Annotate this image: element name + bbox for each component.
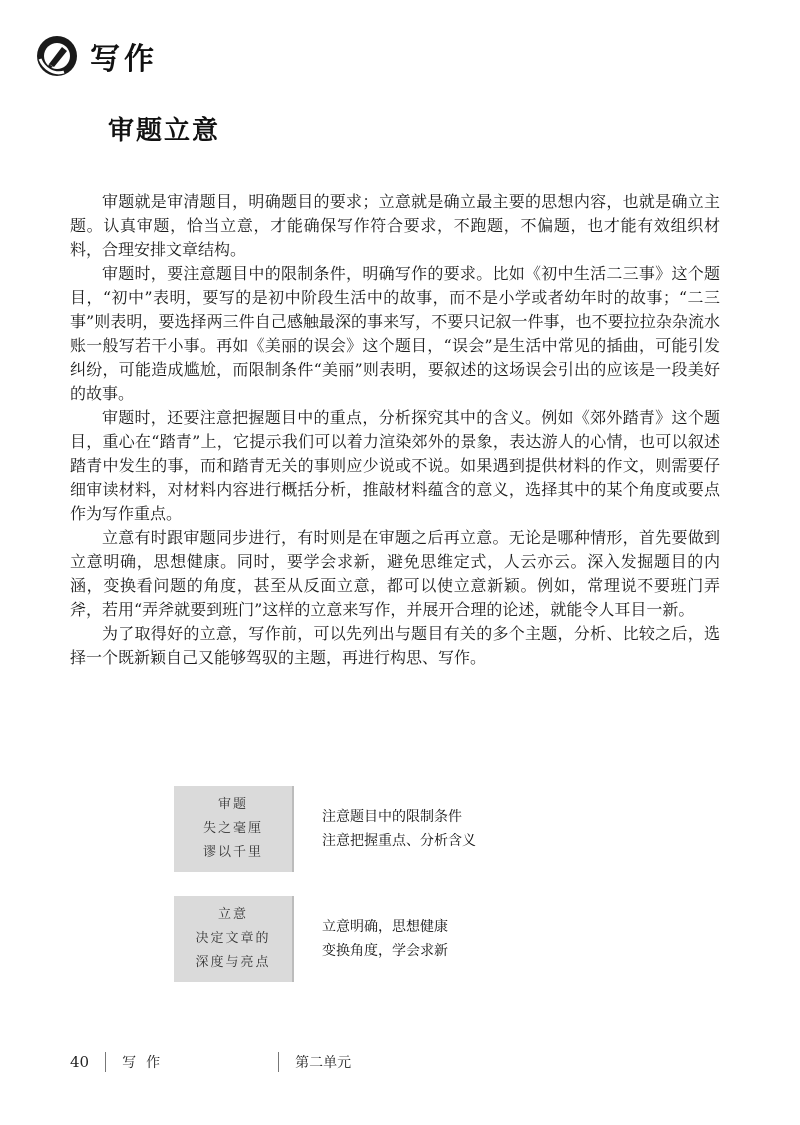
- summary-box-line: 决定文章的: [195, 931, 271, 946]
- summary-box-line: 失之毫厘: [202, 821, 263, 836]
- summary-point: 注意题目中的限制条件: [322, 809, 462, 825]
- summary-box-line: 谬以千里: [202, 845, 263, 860]
- paragraph: 审题就是审清题目，明确题目的要求；立意就是确立最主要的思想内容，也就是确立主题。认真审题，恰当立意，才能确保写作符合要求，不跑题，不偏题，也才能有效组织材料，合理安排文章结构。: [70, 192, 720, 259]
- section-header: [36, 34, 158, 78]
- page-number: 40: [70, 1053, 90, 1071]
- footer-section-label: 写作: [122, 1055, 171, 1071]
- summary-box: [174, 896, 294, 982]
- paragraph: 审题时，还要注意把握题目中的重点，分析探究其中的含义。例如《郊外踏青》这个题目，重心在“踏青”上，它提示我们可以着力渲染郊外的景象，表达游人的心情，也可以叙述踏青中发生的事，而和踏青无关的事则应少说或不说。如果遇到提供材料的作文，则需要仔细审读材料，对材料内容进行概括分析，推敲材料蕴含的意义，选择其中的某个角度或要点作为写作重点。: [70, 408, 720, 523]
- summary-box: [174, 786, 294, 872]
- pen-badge-icon: [36, 35, 78, 77]
- section-title: 写作: [90, 42, 158, 77]
- summary-points: [322, 805, 476, 853]
- summary-points: [322, 915, 448, 963]
- summary-point: 立意明确，思想健康: [322, 919, 448, 935]
- summary-point: 注意把握重点、分析含义: [322, 833, 476, 849]
- summary-row-liyi: [174, 896, 634, 982]
- subheading: 审题立意: [108, 116, 221, 146]
- summary-row-shenti: [174, 786, 634, 872]
- paragraph: 立意有时跟审题同步进行，有时则是在审题之后再立意。无论是哪种情形，首先要做到立意明确，思想健康。同时，要学会求新，避免思维定式，人云亦云。深入发掘题目的内涵，变换看问题的角度，甚至从反面立意，都可以使立意新颖。例如，常理说不要班门弄斧，若用“弄斧就要到班门”这样的立意来写作，并展开合理的论述，就能令人耳目一新。: [70, 528, 720, 619]
- paragraph: 为了取得好的立意，写作前，可以先列出与题目有关的多个主题，分析、比较之后，选择一个既新颖自己又能够驾驭的主题，再进行构思、写作。: [70, 624, 720, 667]
- footer-divider: [105, 1052, 106, 1072]
- summary-point: 变换角度，学会求新: [322, 943, 448, 959]
- footer-unit-label: 第二单元: [295, 1055, 352, 1071]
- page-footer: [70, 1051, 351, 1073]
- summary-box-title: 审题: [217, 797, 248, 812]
- summary-box-title: 立意: [217, 907, 248, 922]
- paragraph: 审题时，要注意题目中的限制条件，明确写作的要求。比如《初中生活二三事》这个题目，“初中”表明，要写的是初中阶段生活中的故事，而不是小学或者幼年时的故事；“二三事”则表明，要选择两三件自己感触最深的事来写，不要只记叙一件事，也不要拉拉杂杂流水账一般写若干小事。再如《美丽的误会》这个题目，“误会”是生活中常见的插曲，可能引发纠纷，可能造成尴尬，而限制条件“美丽”则表明，要叙述的这场误会引出的应该是一段美好的故事。: [70, 264, 720, 403]
- footer-divider: [278, 1052, 279, 1072]
- summary-box-line: 深度与亮点: [195, 955, 271, 970]
- body-text: [70, 190, 720, 670]
